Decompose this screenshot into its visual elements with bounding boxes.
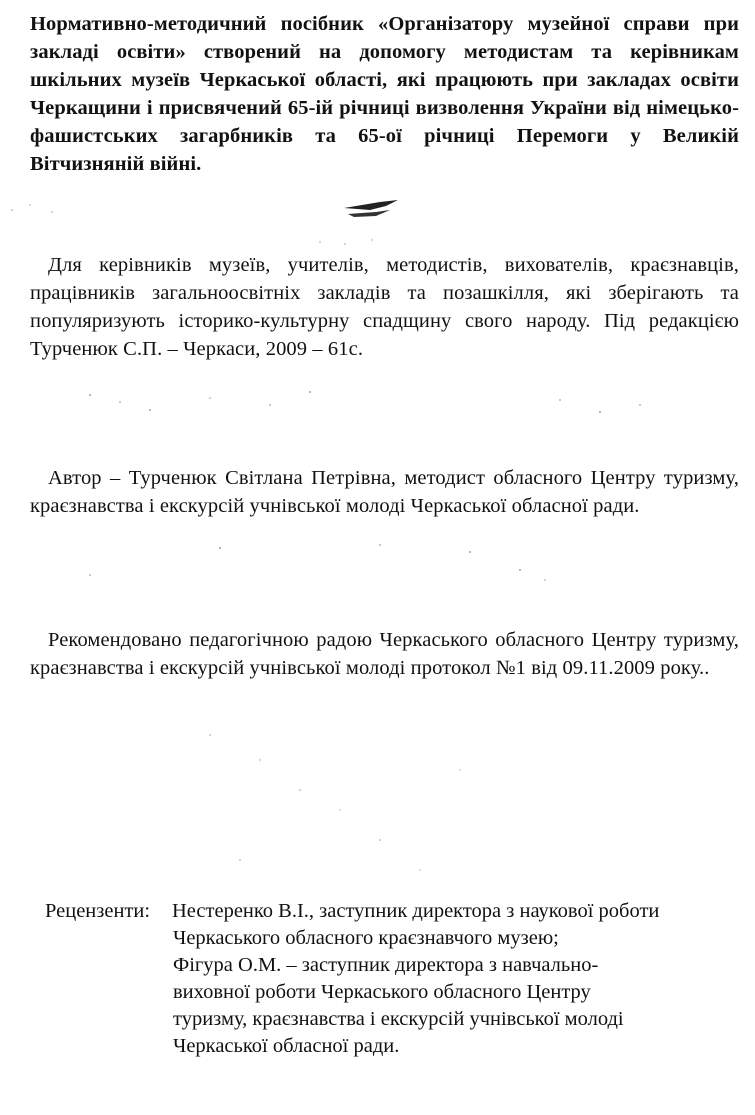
reviewers-label: Рецензенти: xyxy=(45,900,151,922)
reviewer-line: Нестеренко В.І., заступник директора з наукової роботи xyxy=(172,900,660,922)
reviewer-line: туризму, краєзнавства і екскурсій учнівської молоді xyxy=(173,1008,624,1030)
author-paragraph: Автор – Турченюк Світлана Петрівна, методист обласного Центру туризму, краєзнавства і екскурсій учнівської молоді Черкаської обласної ради. xyxy=(30,467,739,517)
reviewer-line: виховної роботи Черкаського обласного Центру xyxy=(173,981,591,1003)
recommendation-paragraph: Рекомендовано педагогічною радою Черкаського обласного Центру туризму, краєзнавства і екскурсій учнівської молоді протокол №1 від 09.11.2009 року.. xyxy=(30,629,739,679)
intro-paragraph: Нормативно-методичний посібник «Організатору музейної справи при закладі освіти» створений на допомогу методистам та керівникам шкільних музеїв Черкаської області, які працюють при закладах освіти Черкащини і присвячений 65-ій річниці визволення України від німецько-фашистських загарбників та 65-ої річниці Перемоги у Великій Вітчизняній війні. xyxy=(30,13,739,175)
ornament-mark xyxy=(340,196,400,226)
reviewer-line: Черкаського обласного краєзнавчого музею; xyxy=(173,927,559,949)
audience-paragraph: Для керівників музеїв, учителів, методистів, вихователів, краєзнавців, працівників загальноосвітніх закладів та позашкілля, які зберігають та популяризують історико-культурну спадщину свого народу. Під редакцією Турченюк С.П. – Черкаси, 2009 – 61с. xyxy=(30,254,739,360)
reviewer-line: Фігура О.М. – заступник директора з навчально- xyxy=(173,954,599,976)
reviewers-list xyxy=(173,898,743,1060)
reviewer-line: Черкаської обласної ради. xyxy=(173,1035,400,1057)
